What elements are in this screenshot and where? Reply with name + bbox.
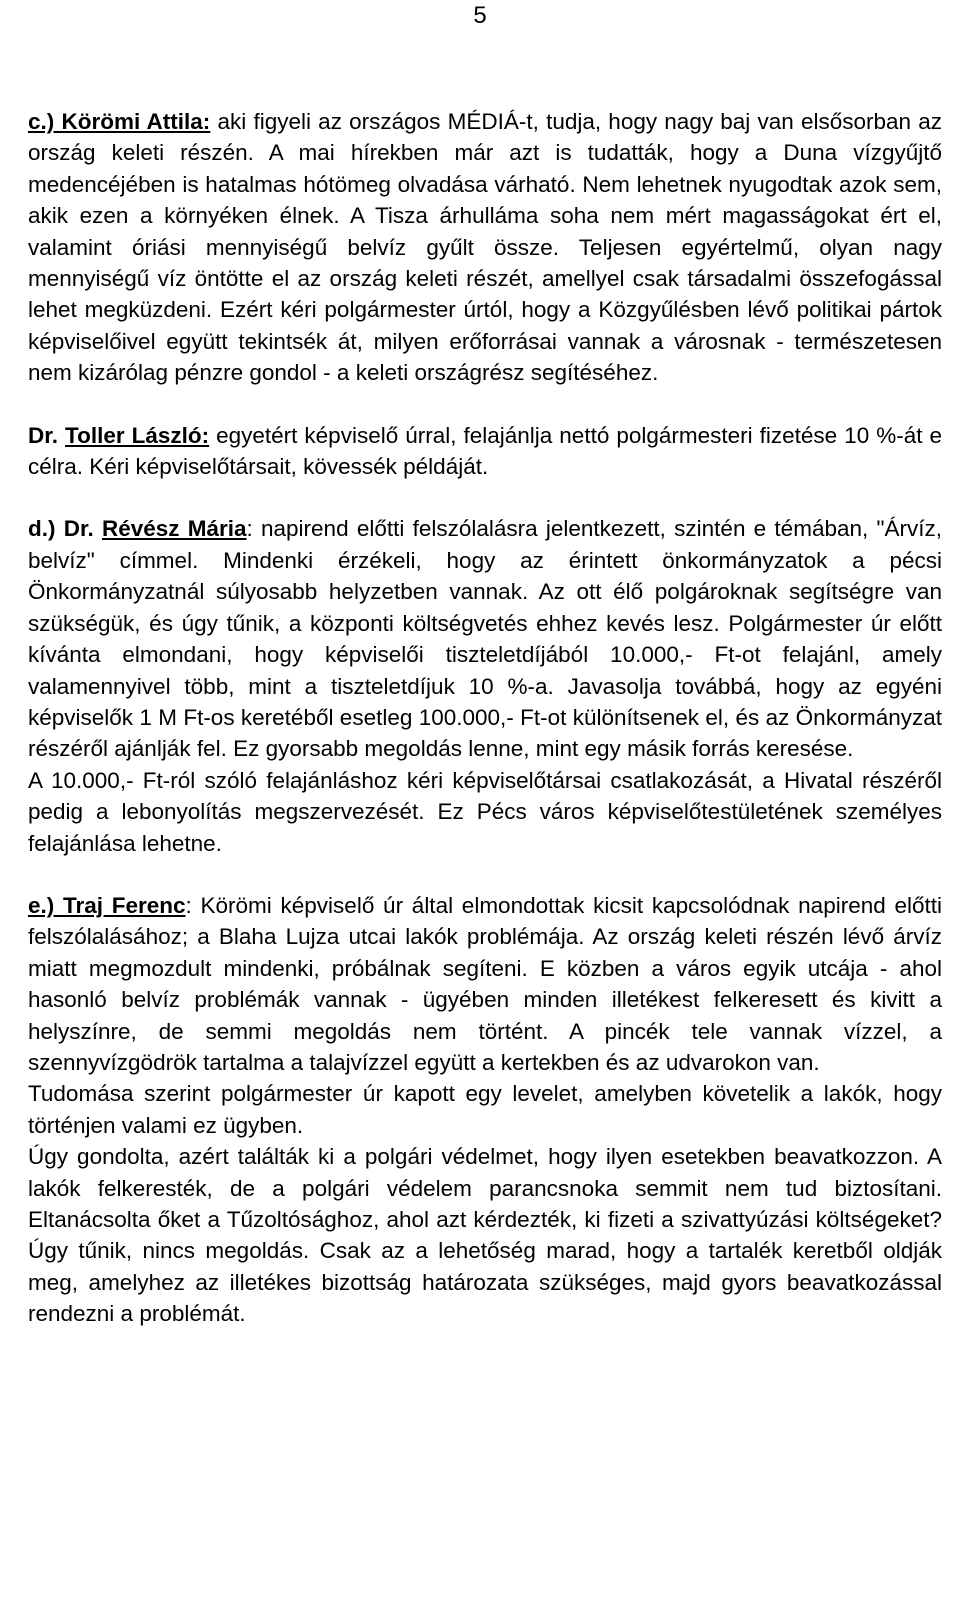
speaker-name: Traj Ferenc bbox=[63, 892, 186, 918]
speaker-name: Körömi Attila: bbox=[61, 109, 211, 134]
speaker-title: Dr. bbox=[28, 422, 59, 448]
paragraph-spacer bbox=[28, 859, 942, 890]
paragraph-c-korom bbox=[28, 106, 942, 389]
item-label-d: d.) Dr. bbox=[28, 516, 94, 542]
document-body bbox=[28, 106, 942, 1330]
paragraph-e-civil-defense: Úgy gondolta, azért találták ki a polgári védelmet, hogy ilyen esetekben beavatkozzon. A lakók felkeresték, de a polgári védelem parancsnoka semmit nem tud biztosítani. Eltanácsolta őket a Tűzoltósághoz, ahol azt kérdezték, ki fizeti a szivattyúzási költségeket? Úgy tűnik, nincs megoldás. Csak az a lehetőség marad, hogy a tartalék keretből oldják meg, amelyhez az illetékes bizottság határozata szükséges, majd gyors beavatkozással rendezni a problémát. bbox=[28, 1144, 942, 1327]
speaker-name: Toller László: bbox=[65, 422, 210, 448]
paragraph-text: aki figyeli az országos MÉDIÁ-t, tudja, hogy nagy baj van elsősorban az ország keleti részén. A mai hírekben már azt is tudatták, hogy a Duna vízgyűjtő medencéjében is hatalmas hótömeg olvadása várható. Nem lehetnek nyugodtak azok sem, akik ezen a környéken élnek. A Tisza árhulláma soha nem mért magasságokat ért el, valamint óriási mennyiségű belvíz gyűlt össze. Teljesen egyértelmű, olyan nagy mennyiségű víz öntötte el az ország keleti részét, amellyel csak társadalmi összefogással lehet megküzdeni. Ezért kéri polgármester úrtól, hogy a Közgyűlésben lévő politikai pártok képviselőivel együtt tekintsék át, milyen erőforrásai vannak a városnak - természetesen nem kizárólag pénzre gondol - a keleti országrész segítéséhez. bbox=[28, 109, 942, 386]
paragraph-d-continuation: A 10.000,- Ft-ról szóló felajánláshoz kéri képviselőtársai csatlakozását, a Hivatal részéről pedig a lebonyolítás megszervezését. Ez Pécs város képviselőtestületének személyes felajánlása lehetne. bbox=[28, 767, 942, 856]
paragraph-e-letter: Tudomása szerint polgármester úr kapott egy levelet, amelyben követelik a lakók, hogy történjen valami ez ügyben. bbox=[28, 1081, 942, 1138]
paragraph-spacer bbox=[28, 389, 942, 420]
speaker-name: Révész Mária bbox=[101, 516, 247, 542]
page-number: 5 bbox=[473, 2, 487, 29]
item-label-e: e.) bbox=[28, 892, 63, 918]
paragraph-text: : napirend előtti felszólalásra jelentkezett, szintén e témában, "Árvíz, belvíz" címmel. Mindenki érzékeli, hogy az érintett önkormányzatok a pécsi Önkormányzatnál súlyosabb helyzetben vannak. Az ott élő polgároknak segítségre van szükségük, és úgy tűnik, a központi költségvetés ehhez kevés lesz. Polgármester úr előtt kívánta elmondani, hogy képviselői tiszteletdíjából 10.000,- Ft-ot felajánl, amely valamennyivel több, mint a tiszteletdíjuk 10 %-a. Javasolja továbbá, hogy az egyéni képviselők 1 M Ft-os keretéből esetleg 100.000,- Ft-ot különítsenek el, és az Önkormányzat részéről ajánlják fel. Ez gyorsabb megoldás lenne, mint egy másik forrás keresése. bbox=[28, 516, 942, 762]
paragraph-text: egyetért képviselő úrral, felajánlja nettó polgármesteri fizetése 10 %-át e célra. Kéri képviselőtársait, kövessék példáját. bbox=[28, 422, 942, 480]
paragraph-e-traj bbox=[28, 890, 942, 1078]
paragraph-d-revesz bbox=[28, 513, 942, 764]
paragraph-c-toller bbox=[28, 420, 942, 483]
item-label-c: c.) bbox=[28, 109, 62, 134]
paragraph-text: : Körömi képviselő úr által elmondottak kicsit kapcsolódnak napirend előtti felszólalásához; a Blaha Lujza utcai lakók problémája. Az ország keleti részén lévő árvíz miatt megmozdult mindenki, próbálnak segíteni. E közben a város egyik utcája - ahol hasonló belvíz problémák vannak - ügyében minden illetékest felkeresett és kivitt a helyszínre, de semmi megoldás nem történt. A pincék tele vannak vízzel, a szennyvízgödrök tartalma a talajvízzel együtt a kertekben és az udvarokon van. bbox=[28, 892, 942, 1075]
paragraph-spacer bbox=[28, 482, 942, 513]
